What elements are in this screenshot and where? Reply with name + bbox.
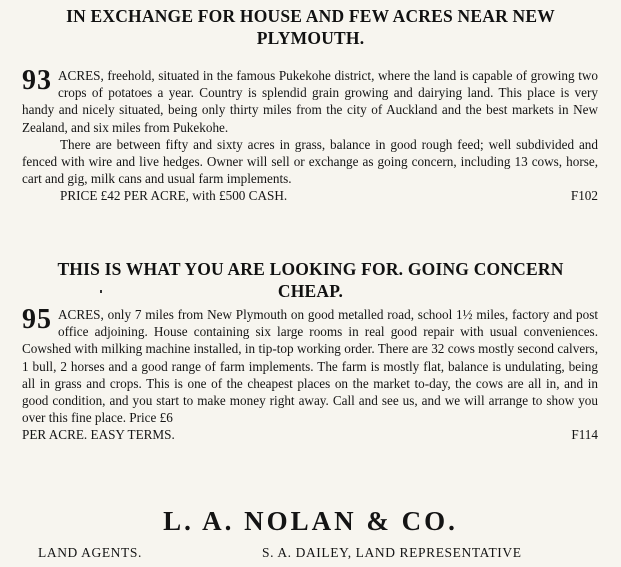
ad1-para1 [22, 67, 598, 136]
ad1-para1-text: ACRES, freehold, situated in the famous Pukekohe district, where the land is capable of growing two crops of potatoes a year. Country is splendid grain growing and dairying land. This place is very handy and nicely situated, being only thirty miles from the city of Auckland and the best markets in New Zealand, and six miles from Pukekohe. [22, 68, 598, 135]
ad1-para2: There are between fifty and sixty acres in grass, balance in good rough feed; well subdivided and fenced with wire and live hedges. Owner will sell or exchange as going concern, including 13 cows, horse, cart and gig, milk cans and usual farm implements. [22, 136, 598, 187]
ad1-heading-line1: IN EXCHANGE FOR HOUSE AND FEW ACRES NEAR NEW [66, 6, 555, 26]
ad1-number: 93 [22, 65, 52, 96]
ad2-heading [2, 258, 619, 302]
ad1-heading-line2: PLYMOUTH. [256, 28, 365, 48]
print-speck [100, 290, 102, 293]
ad2-price-row [22, 426, 598, 443]
ad2-number: 95 [22, 304, 52, 335]
ad2-heading-line2: CHEAP. [277, 281, 344, 301]
ad1-body [22, 67, 598, 205]
ad2-price-line: PER ACRE. EASY TERMS. [22, 427, 175, 443]
ad1-ref: F102 [570, 188, 598, 204]
ad1-heading [2, 5, 619, 49]
ad2-ref: F114 [571, 427, 598, 443]
land-representative-label: S. A. DAILEY, LAND REPRESENTATIVE [262, 545, 522, 560]
ad1-price-row [22, 187, 598, 204]
ad2-body [22, 306, 598, 444]
firm-name: L. A. NOLAN & CO. [163, 506, 458, 536]
ad1-price: PRICE £42 PER ACRE, with £500 CASH. [60, 188, 288, 204]
ad2-para1 [22, 306, 598, 426]
ad2-para1-text: ACRES, only 7 miles from New Plymouth on good metalled road, school 1½ miles, factory and post office adjoining. House containing six large rooms in real good repair with usual conveniences. Cowshed with milking machine installed, in tip-top working order. There are 32 cows mostly second calvers, 1 bull, 2 horses and a good range of farm implements. The farm is mostly flat, balance is undulating, being all in grass and crops. This is one of the cheapest places on the market to-day, the cows are all in, and in good condition, and you start to make money right away. Call and see us, and we will arrange to show you over this fine place. Price £6 [22, 307, 598, 426]
ad2-heading-line1: THIS IS WHAT YOU ARE LOOKING FOR. GOING CONCERN [57, 259, 564, 279]
land-agents-label: LAND AGENTS. [38, 545, 142, 560]
